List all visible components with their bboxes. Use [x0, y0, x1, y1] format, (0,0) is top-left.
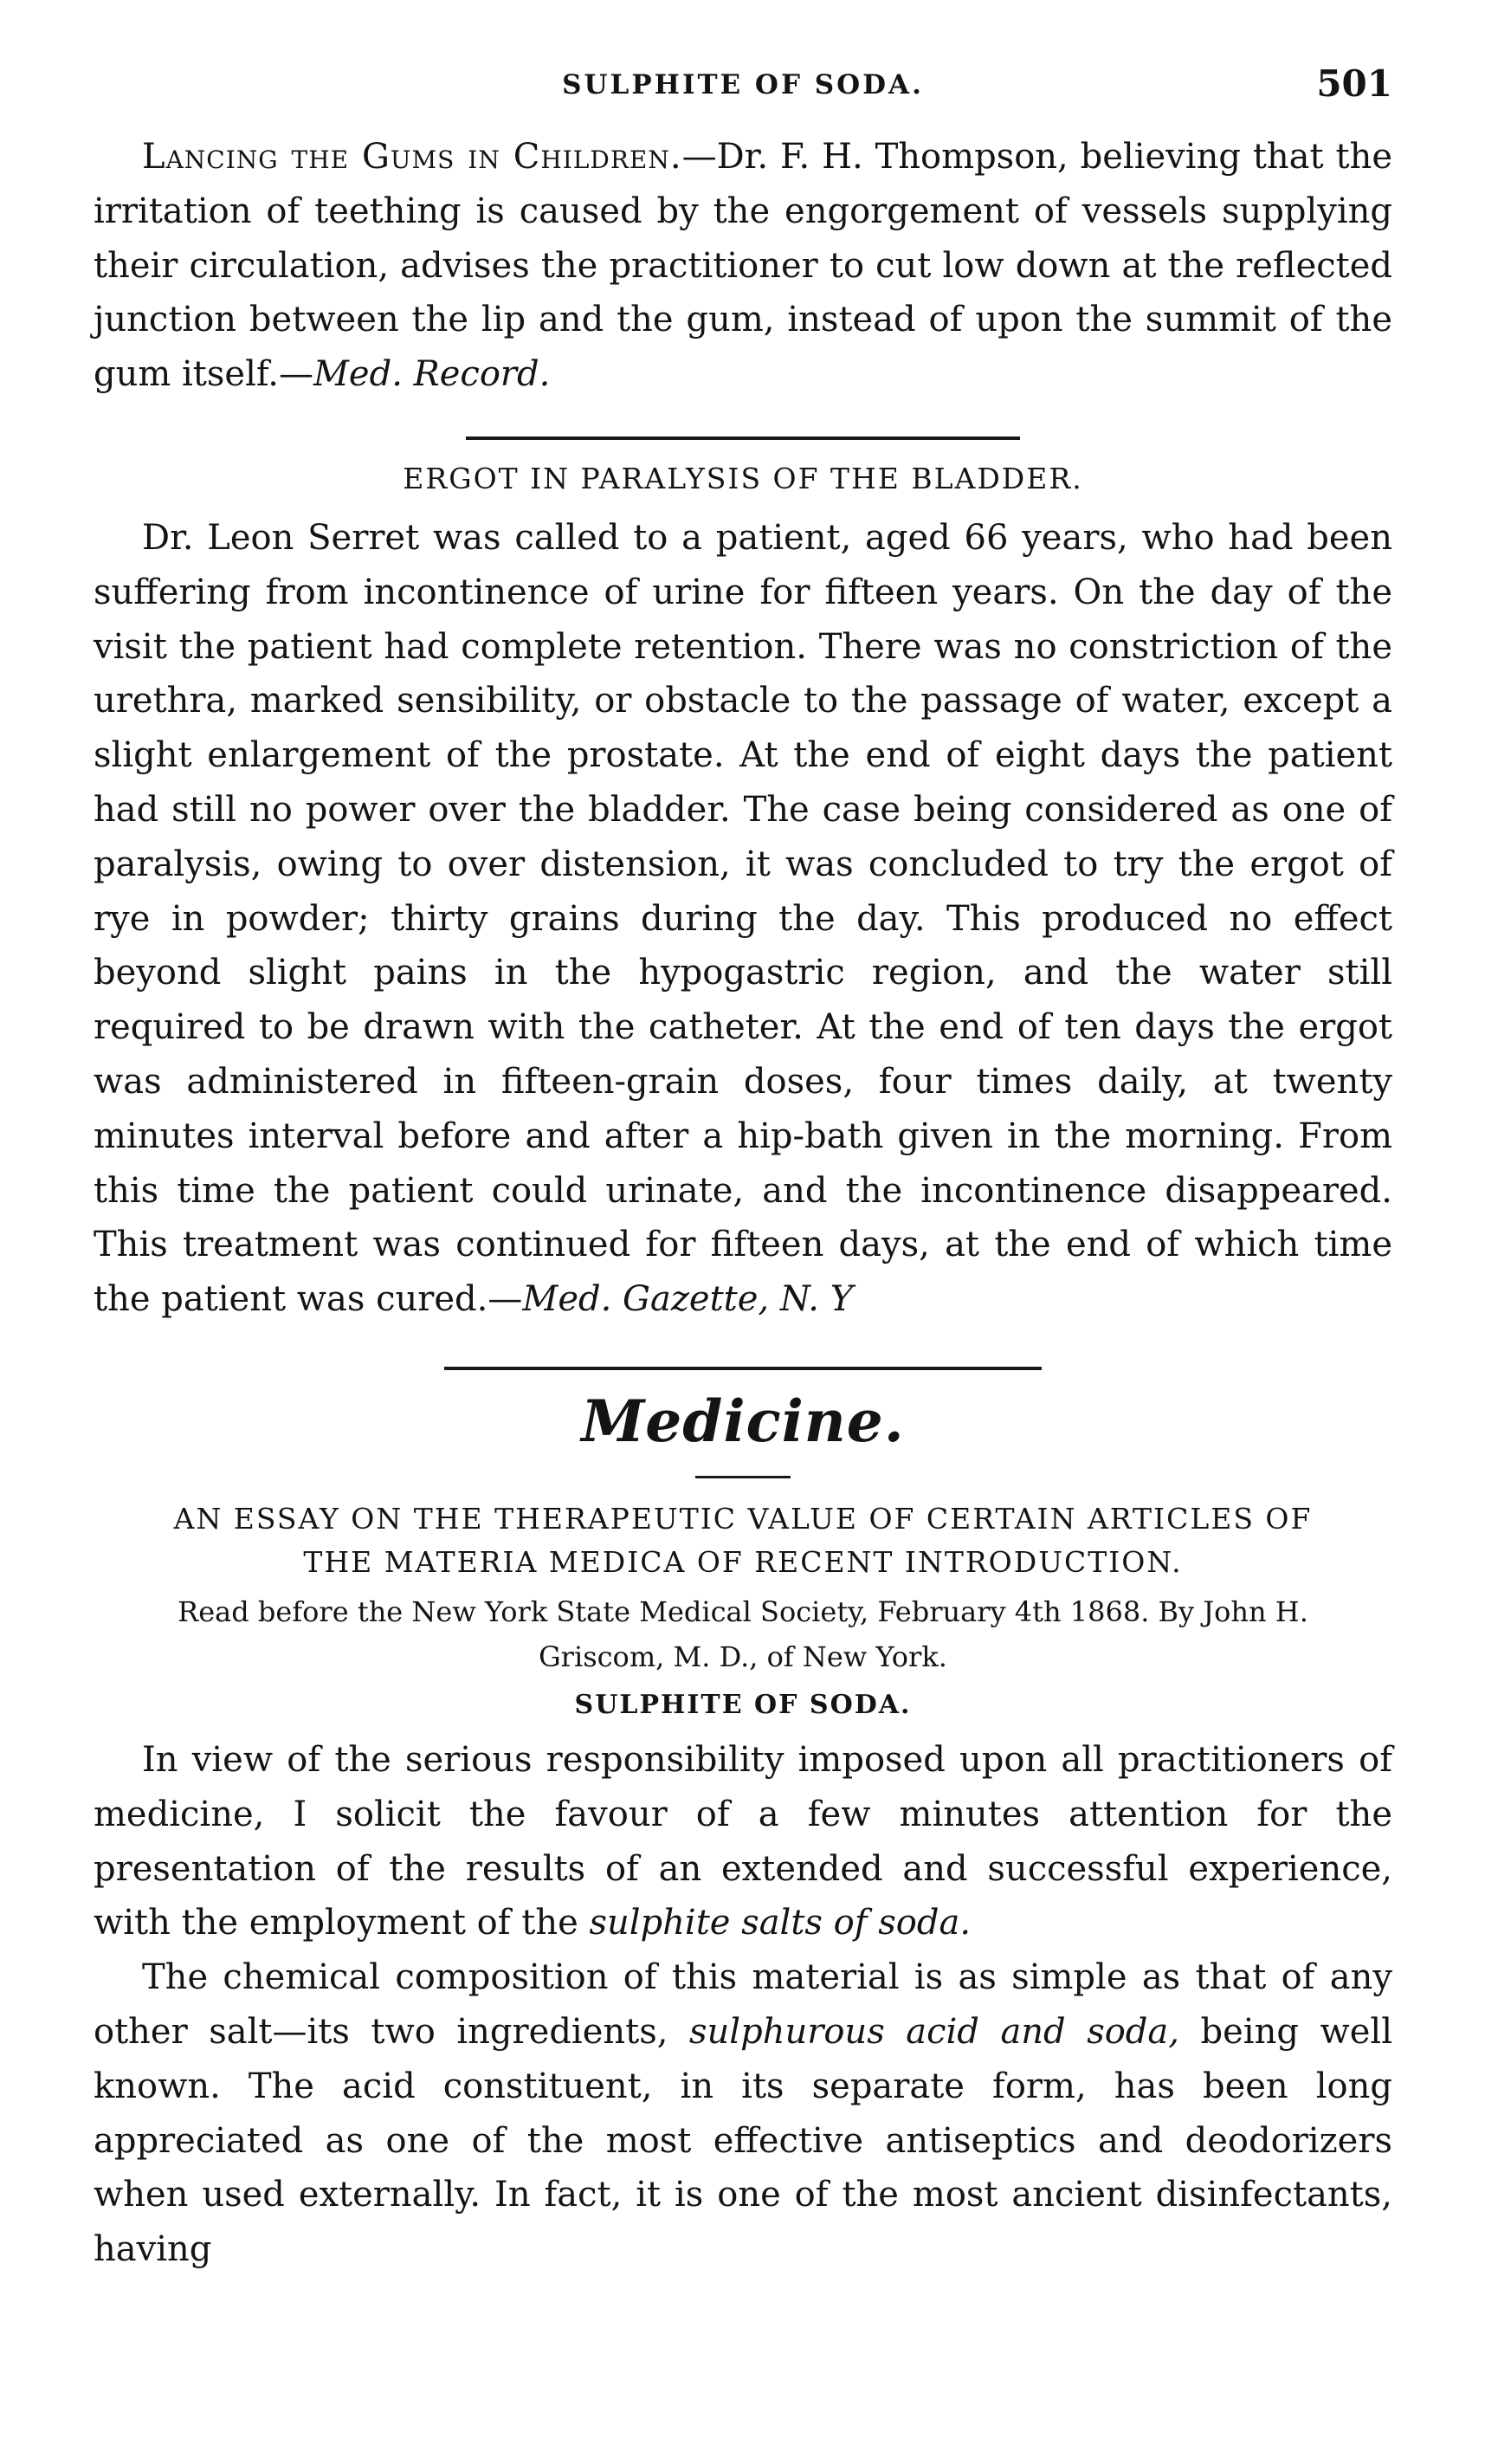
essay-title-line-1: AN ESSAY ON THE THERAPEUTIC VALUE OF CERTAIN ARTICLES OF: [173, 1501, 1313, 1536]
byline-line-2: Griscom, M. D., of New York.: [539, 1639, 947, 1673]
essay-paragraph-1-italic: sulphite salts of soda.: [589, 1903, 972, 1943]
lancing-text: —Dr. F. H. Thompson, believing that the irritation of teething is caused by the engorgement of vessels supplying their circulation, advises the practitioner to cut low down at the reflected junction between the lip and the gum, instead of upon the summit of the gum itself.—: [94, 137, 1392, 395]
ergot-paragraph: [94, 511, 1392, 1327]
essay-paragraph-2-text-b: being well known. The acid constituent, in its separate form, has been long appreciated as one of the most effective antiseptics and deodorizers when used externally. In fact, it is one of the most ancient disinfectants, having: [94, 2011, 1392, 2270]
section-divider: [444, 1367, 1042, 1370]
running-head: [94, 61, 1392, 121]
essay-paragraph-1-text: In view of the serious responsibility imposed upon all practitioners of medicine, I solicit the favour of a few minutes attention for the presentation of the results of an extended and successful experience, with the employment of the: [94, 1739, 1392, 1943]
sulphite-subhead: SULPHITE OF SODA.: [574, 1689, 912, 1720]
ergot-source: Med. Gazette, N. Y: [522, 1279, 854, 1320]
short-divider: [695, 1476, 791, 1478]
running-head-title: SULPHITE OF SODA.: [562, 69, 924, 100]
essay-paragraph-2-italic: sulphurous acid and soda,: [689, 2011, 1179, 2052]
lancing-heading: Lancing the Gums in Children.: [142, 137, 682, 177]
page-number: 501: [1316, 62, 1392, 105]
byline-line-1: Read before the New York State Medical Society, February 4th 1868. By John H.: [178, 1594, 1308, 1628]
medicine-section-title: Medicine.: [581, 1387, 905, 1455]
ergot-heading: ERGOT IN PARALYSIS OF THE BLADDER.: [403, 461, 1083, 495]
essay-paragraph-2: [94, 1950, 1392, 2277]
ergot-text: Dr. Leon Serret was called to a patient, aged 66 years, who had been suffering from incontinence of urine for fifteen years. On the day of the visit the patient had complete retention. There was no constriction of the urethra, marked sensibility, or obstacle to the passage of water, except a slight enlargement of the prostate. At the end of eight days the patient had still no power over the bladder. The case being considered as one of paralysis, owing to over distension, it was concluded to try the ergot of rye in powder; thirty grains during the day. This produced no effect beyond slight pains in the hypogastric region, and the water still required to be drawn with the catheter. At the end of ten days the ergot was administered in fifteen-grain doses, four times daily, at twenty minutes interval before and after a hip-bath given in the morning. From this time the patient could urinate, and the incontinence disappeared. This treatment was continued for fifteen days, at the end of which time the patient was cured.—: [94, 517, 1392, 1320]
lancing-source: Med. Record.: [313, 354, 551, 395]
essay-title-line-2: THE MATERIA MEDICA OF RECENT INTRODUCTION.: [303, 1544, 1183, 1579]
document-page: [94, 61, 1392, 2277]
section-divider: [466, 437, 1020, 440]
essay-paragraph-1: [94, 1733, 1392, 1950]
essay-paragraph-2-text-a: The chemical composition of this material is as simple as that of any other salt—its two ingredients,: [94, 1957, 1392, 2052]
lancing-paragraph: [94, 130, 1392, 402]
